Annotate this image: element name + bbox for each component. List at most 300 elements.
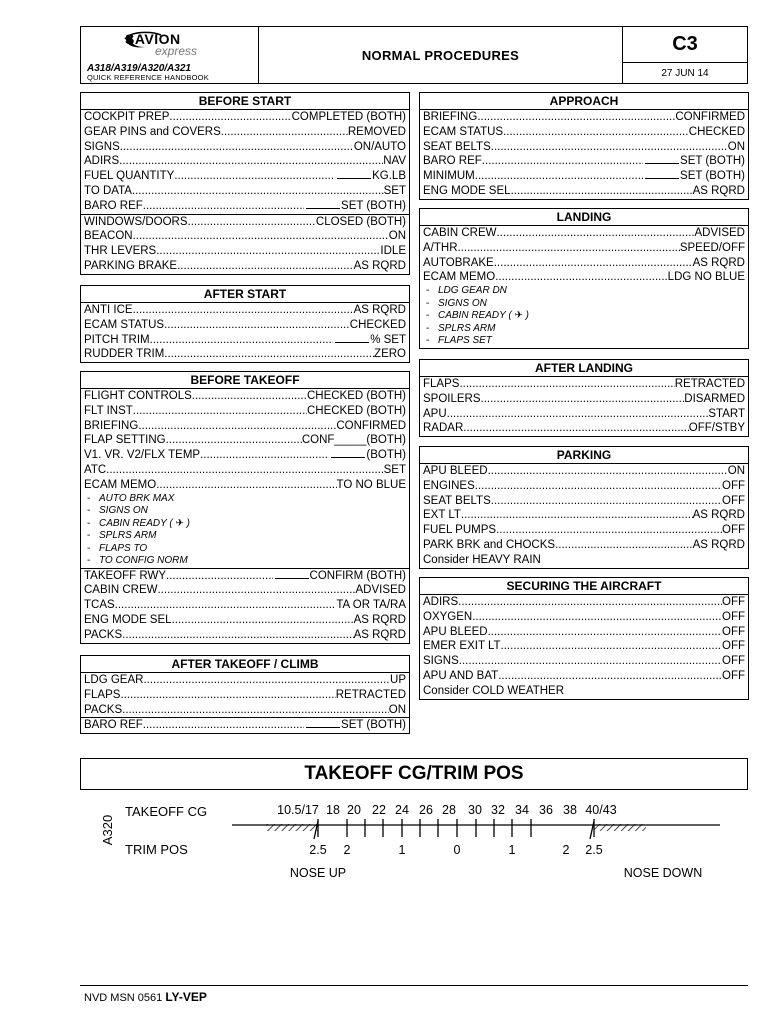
trim-value: 1 — [508, 843, 516, 857]
leader-dots — [458, 595, 722, 610]
cg-tick-label: 36 — [539, 803, 553, 817]
memo-sub-text: CABIN READY ( ✈ ) — [438, 310, 529, 322]
item-label: WINDOWS/DOORS — [84, 215, 188, 228]
item-value: NAV — [383, 155, 406, 168]
checklist-item-beacon — [81, 229, 409, 244]
revision-date: 27 JUN 14 — [661, 67, 709, 79]
item-label: SEAT BELTS — [423, 140, 491, 153]
checklist-item-apu-bleed — [420, 625, 748, 640]
item-value: OFF — [722, 524, 745, 537]
item-value: ON — [388, 703, 406, 716]
item-value: CONFIRM (BOTH) — [309, 569, 406, 582]
memo-sub-item — [81, 555, 409, 568]
checklist-title: LANDING — [420, 209, 748, 226]
checklist-after-landing — [419, 359, 749, 437]
checklist-item-flight-controls — [81, 389, 409, 404]
checklist-item-gear-pins-and-covers — [81, 125, 409, 140]
checklist-parking — [419, 446, 749, 569]
leader-dots — [481, 392, 685, 407]
item-value: IDLE — [380, 245, 406, 258]
leader-dots — [115, 598, 337, 613]
checklist-group — [420, 464, 748, 568]
checklist-item-atc — [81, 463, 409, 478]
item-label: GEAR PINS and COVERS — [84, 125, 221, 138]
memo-sub-item — [420, 298, 748, 311]
leader-dots — [459, 377, 674, 392]
item-label: ADIRS — [423, 596, 459, 608]
leader-dots — [133, 303, 354, 318]
nose-down-label: NOSE DOWN — [623, 866, 703, 880]
memo-sub-item — [420, 285, 748, 298]
fill-in-blank — [645, 169, 679, 179]
item-value: SET (BOTH) — [680, 155, 745, 168]
item-label: BRIEFING — [423, 111, 478, 123]
checklist-item-parking-brake — [81, 259, 409, 274]
page-code: C3 — [623, 27, 747, 63]
checklist-title: SECURING THE AIRCRAFT — [420, 578, 748, 595]
leader-dots — [200, 448, 329, 463]
item-label: SPOILERS — [423, 392, 481, 405]
fill-in-blank — [306, 718, 340, 728]
leader-dots — [221, 125, 348, 140]
leader-dots — [472, 610, 722, 625]
item-value: RETRACTED — [335, 688, 406, 701]
memo-sub-text: TO CONFIG NORM — [99, 555, 188, 567]
memo-sub-item — [81, 505, 409, 518]
item-value: SET — [383, 463, 406, 476]
checklist-item-flaps — [420, 377, 748, 392]
leader-dots — [461, 508, 693, 523]
checklist-item-eng-mode-sel — [420, 184, 748, 199]
checklist-after-start — [80, 285, 410, 363]
checklist-item-fuel-pumps — [420, 523, 748, 538]
item-label: SIGNS — [84, 140, 120, 153]
item-value: CHECKED — [688, 125, 745, 138]
trim-value: 2.5 — [309, 843, 327, 857]
memo-sub-text: SIGNS ON — [99, 505, 148, 517]
dash: - — [426, 335, 430, 347]
item-label: PITCH TRIM — [84, 333, 150, 346]
memo-sub-text: LDG GEAR DN — [438, 285, 507, 297]
fill-in-blank — [275, 569, 309, 579]
checklist-item-baro-ref — [81, 718, 409, 733]
checklist-item-signs — [420, 654, 748, 669]
item-value: ZERO — [374, 348, 406, 361]
item-value: UP — [390, 674, 406, 686]
item-value: OFF — [722, 596, 745, 608]
checklist-group — [420, 377, 748, 436]
leader-dots — [132, 184, 384, 199]
memo-sub-text: AUTO BRK MAX — [99, 492, 175, 504]
footer-registration: LY-VEP — [165, 990, 207, 1004]
checklist-item-baro-ref — [420, 154, 748, 169]
item-label: CABIN CREW — [84, 584, 158, 597]
leader-dots — [133, 404, 307, 419]
checklist-item-ldg-gear — [81, 673, 409, 688]
footer — [84, 990, 207, 1004]
item-label: TCAS — [84, 599, 115, 612]
leader-dots — [494, 256, 693, 271]
fill-in-blank — [337, 169, 371, 179]
checklist-item-flap-setting — [81, 433, 409, 448]
item-label: PACKS — [84, 703, 123, 716]
checklist-title: AFTER TAKEOFF / CLIMB — [81, 656, 409, 673]
checklist-group — [420, 226, 748, 348]
leader-dots — [143, 673, 390, 688]
leader-dots — [119, 154, 383, 169]
checklist-before-start — [80, 92, 410, 275]
item-value: CHECKED — [349, 318, 406, 331]
item-label: ECAM STATUS — [84, 318, 165, 331]
leader-dots — [477, 110, 675, 125]
takeoff-cg-title: TAKEOFF CG/TRIM POS — [80, 758, 748, 790]
item-value: KG.LB — [372, 170, 406, 183]
leader-dots — [459, 654, 722, 669]
checklist-item-seat-belts — [420, 140, 748, 155]
limit-hatch-left — [266, 824, 318, 831]
leader-dots — [496, 226, 694, 241]
item-label: FLAP SETTING — [84, 434, 166, 447]
checklist-item-adirs — [81, 154, 409, 169]
checklist-item-signs — [81, 140, 409, 155]
item-label: APU AND BAT — [423, 669, 499, 682]
item-value: OFF — [722, 655, 745, 668]
page-code-area — [623, 27, 747, 83]
item-value: OFF — [722, 625, 745, 638]
item-label: PARK BRK and CHOCKS — [423, 538, 556, 551]
item-value: START — [708, 407, 745, 420]
item-value: OFF — [722, 640, 745, 653]
checklist-item-seat-belts — [420, 494, 748, 509]
leader-dots — [164, 347, 374, 362]
item-label: OXYGEN — [423, 610, 473, 623]
memo-sub-text: SPLRS ARM — [438, 322, 496, 334]
item-value: CHECKED (BOTH) — [306, 390, 406, 402]
airline-logo-area — [81, 27, 259, 83]
checklist-item-a-thr — [420, 241, 748, 256]
checklist-item-takeoff-rwy — [81, 569, 409, 584]
item-value: AS RQRD — [692, 509, 745, 522]
cg-tick-label: 30 — [468, 803, 482, 817]
item-label: MINIMUM — [423, 170, 475, 183]
dash: - — [426, 297, 430, 309]
item-value: ON — [727, 140, 745, 153]
item-value: ADVISED — [355, 584, 406, 597]
fill-in-blank — [335, 333, 369, 343]
footer-msn: NVD MSN 0561 — [84, 992, 163, 1004]
checklist-approach — [419, 92, 749, 200]
item-label: ADIRS — [84, 155, 120, 168]
leader-dots — [133, 229, 389, 244]
item-label: BEACON — [84, 230, 133, 243]
leader-dots — [174, 169, 335, 184]
item-label: BARO REF — [84, 199, 143, 212]
dash: - — [426, 310, 430, 322]
checklist-item-apu — [420, 407, 748, 422]
cg-tick-label: 40/43 — [585, 803, 617, 817]
checklist-after-takeoff-climb — [80, 655, 410, 734]
item-label: CABIN CREW — [423, 227, 497, 239]
item-value: OFF — [722, 479, 745, 492]
checklist-group — [81, 569, 409, 643]
memo-sub-item — [81, 530, 409, 543]
memo-sub-item — [81, 518, 409, 531]
checklist-item-oxygen — [420, 610, 748, 625]
checklist-item-anti-ice — [81, 303, 409, 318]
checklist-item-autobrake — [420, 256, 748, 271]
takeoff-cg-scale — [0, 794, 768, 894]
checklist-item-fuel-quantity — [81, 169, 409, 184]
trim-value: 1 — [398, 843, 406, 857]
item-label: THR LEVERS — [84, 245, 157, 258]
checklist-item-windows-doors — [81, 215, 409, 230]
item-label: BARO REF — [84, 719, 143, 732]
item-value: AS RQRD — [692, 256, 745, 269]
item-label: PARKING BRAKE — [84, 259, 178, 272]
memo-sub-text: SIGNS ON — [438, 297, 487, 309]
leader-dots — [458, 241, 680, 256]
item-label: FLT INST — [84, 404, 133, 417]
trim-value: 2.5 — [585, 843, 603, 857]
leader-dots — [156, 244, 380, 259]
checklist-item-cabin-crew — [420, 226, 748, 241]
cg-tick-label: 22 — [372, 803, 386, 817]
memo-sub-item — [420, 323, 748, 336]
checklist-item-park-brk-and-chocks — [420, 538, 748, 553]
checklist-group — [81, 303, 409, 362]
checklist-item-eng-mode-sel — [81, 613, 409, 628]
leader-dots — [503, 125, 689, 140]
item-label: FUEL PUMPS — [423, 524, 497, 537]
leader-dots — [143, 718, 304, 733]
leader-dots — [475, 479, 722, 494]
leader-dots — [511, 184, 693, 199]
memo-sub-text: FLAPS SET — [438, 335, 492, 347]
item-value: (BOTH) — [366, 449, 406, 462]
item-label: TAKEOFF RWY — [84, 569, 166, 582]
item-value: AS RQRD — [692, 184, 745, 197]
checklist-title: PARKING — [420, 447, 748, 464]
cg-tick-label: 38 — [563, 803, 577, 817]
checklist-group — [81, 718, 409, 733]
cg-tick-label: 10.5/17 — [277, 803, 319, 817]
checklist-item-briefing — [81, 419, 409, 434]
leader-dots — [106, 463, 383, 478]
checklist-group — [81, 389, 409, 569]
trim-value: 2 — [343, 843, 351, 857]
checklist-group — [420, 110, 748, 199]
checklist-title: BEFORE START — [81, 93, 409, 110]
logo-subname: express — [155, 44, 198, 58]
item-value: CHECKED (BOTH) — [306, 404, 406, 417]
item-label: TO DATA — [84, 184, 132, 197]
item-label: SEAT BELTS — [423, 494, 491, 507]
footer-divider — [80, 985, 748, 986]
item-label: PACKS — [84, 628, 123, 641]
checklist-item-flt-inst — [81, 404, 409, 419]
cg-tick-label: 34 — [515, 803, 529, 817]
item-label: ECAM MEMO — [423, 271, 496, 284]
leader-dots — [496, 523, 722, 538]
item-label: BRIEFING — [84, 419, 139, 432]
leader-dots — [120, 140, 354, 155]
checklist-note: Consider COLD WEATHER — [423, 684, 565, 697]
item-value: ON — [727, 465, 745, 477]
leader-dots — [172, 613, 354, 628]
item-value: AS RQRD — [692, 538, 745, 551]
item-label: ENG MODE SEL — [84, 613, 172, 626]
item-label: APU — [423, 407, 447, 420]
item-label: FUEL QUANTITY — [84, 170, 175, 183]
checklist-item-rudder-trim — [81, 347, 409, 362]
trim-value: 2 — [562, 843, 570, 857]
item-label: ANTI ICE — [84, 304, 133, 316]
item-label: APU BLEED — [423, 625, 488, 638]
item-label: BARO REF — [423, 155, 482, 168]
item-label: A/THR — [423, 241, 458, 254]
checklist-landing — [419, 208, 749, 349]
checklist-item-radar — [420, 421, 748, 436]
item-label: FLAPS — [84, 688, 121, 701]
cg-tick-label: 18 — [326, 803, 340, 817]
leader-dots — [482, 154, 643, 169]
item-value: OFF — [722, 494, 745, 507]
checklist-item-emer-exit-lt — [420, 639, 748, 654]
checklist-item-apu-bleed — [420, 464, 748, 479]
memo-sub-item — [81, 493, 409, 506]
leader-dots — [491, 140, 728, 155]
item-value: SPEED/OFF — [679, 241, 745, 254]
leader-dots — [138, 419, 336, 434]
checklist-item-flaps — [81, 688, 409, 703]
page-header — [80, 26, 748, 84]
item-label: APU BLEED — [423, 465, 488, 477]
item-label: FLAPS — [423, 378, 460, 390]
checklist-item-packs — [81, 628, 409, 643]
aircraft-type-label: A320 — [100, 814, 115, 846]
item-value: CONFIRMED — [675, 111, 745, 123]
leader-dots — [150, 333, 334, 348]
item-label: EXT LT — [423, 509, 461, 522]
leader-dots — [495, 270, 667, 285]
item-value: CONF_____(BOTH) — [301, 434, 406, 447]
leader-dots — [498, 669, 722, 684]
item-value: LDG NO BLUE — [667, 271, 745, 284]
leader-dots — [488, 625, 722, 640]
checklist-item-adirs — [420, 595, 748, 610]
dash: - — [87, 542, 91, 554]
takeoff-cg-label: TAKEOFF CG — [125, 804, 208, 819]
item-value: DISARMED — [684, 392, 745, 405]
leader-dots — [169, 110, 291, 125]
item-label: ENGINES — [423, 479, 475, 492]
item-value: ADVISED — [694, 227, 745, 239]
item-value: RETRACTED — [674, 378, 745, 390]
checklist-item-engines — [420, 479, 748, 494]
checklist-item-ext-lt — [420, 508, 748, 523]
dash: - — [426, 322, 430, 334]
checklist-item-v1-vr-v2-flx-temp — [81, 448, 409, 463]
item-value: AS RQRD — [353, 628, 406, 641]
item-label: FLIGHT CONTROLS — [84, 390, 192, 402]
memo-sub-text: FLAPS TO — [99, 542, 148, 554]
checklist-item-thr-levers — [81, 244, 409, 259]
item-label: ATC — [84, 463, 107, 476]
leader-dots — [488, 464, 728, 479]
checklist-securing-the-aircraft — [419, 577, 749, 700]
memo-sub-item — [420, 335, 748, 348]
cg-tick-label: 26 — [419, 803, 433, 817]
leader-dots — [156, 478, 336, 493]
memo-sub-text: SPLRS ARM — [99, 530, 157, 542]
checklist-title: APPROACH — [420, 93, 748, 110]
checklist-item-tcas — [81, 598, 409, 613]
item-value: COMPLETED (BOTH) — [291, 111, 406, 123]
leader-dots — [463, 421, 689, 436]
item-label: AUTOBRAKE — [423, 256, 494, 269]
checklist-item-baro-ref — [81, 199, 409, 214]
checklist-item-ecam-status — [420, 125, 748, 140]
dash: - — [87, 505, 91, 517]
item-value: SET (BOTH) — [341, 199, 406, 212]
checklist-group — [81, 110, 409, 215]
leader-dots — [122, 628, 353, 643]
checklist-item-ecam-memo — [420, 270, 748, 285]
trim-pos-label: TRIM POS — [125, 842, 188, 857]
leader-dots — [166, 569, 273, 584]
leader-dots — [164, 318, 350, 333]
checklist-before-takeoff — [80, 371, 410, 644]
checklist-item-to-data — [81, 184, 409, 199]
checklist-group — [81, 215, 409, 274]
checklist-group — [420, 595, 748, 699]
item-value: SET — [383, 184, 406, 197]
item-value: AS RQRD — [353, 304, 406, 316]
checklist-item-ecam-memo — [81, 478, 409, 493]
dash: - — [87, 530, 91, 542]
item-value: SET (BOTH) — [341, 719, 406, 732]
dash: - — [87, 517, 91, 529]
cg-tick-label: 32 — [491, 803, 505, 817]
leader-dots — [188, 215, 316, 230]
item-label: EMER EXIT LT — [423, 640, 501, 653]
item-value: OFF — [722, 669, 745, 682]
leader-dots — [122, 703, 389, 718]
memo-sub-item — [81, 543, 409, 556]
checklist-item-minimum — [420, 169, 748, 184]
leader-dots — [491, 494, 722, 509]
memo-sub-item — [420, 310, 748, 323]
trim-value: 0 — [453, 843, 461, 857]
dash: - — [87, 492, 91, 504]
leader-dots — [177, 259, 354, 274]
cg-tick-label: 20 — [347, 803, 361, 817]
leader-dots — [501, 639, 722, 654]
item-value: ON — [388, 230, 406, 243]
fill-in-blank — [306, 199, 340, 209]
checklist-item-briefing — [420, 110, 748, 125]
leader-dots — [166, 433, 302, 448]
cg-tick-label: 24 — [395, 803, 409, 817]
checklist-item-apu-and-bat — [420, 669, 748, 684]
item-label: LDG GEAR — [84, 674, 144, 686]
item-label: ENG MODE SEL — [423, 184, 511, 197]
item-value: TA OR TA/RA — [336, 599, 406, 612]
limit-hatch-right — [594, 824, 646, 831]
item-label: ECAM MEMO — [84, 478, 157, 491]
item-value: % SET — [370, 333, 406, 346]
fill-in-blank — [645, 154, 679, 164]
